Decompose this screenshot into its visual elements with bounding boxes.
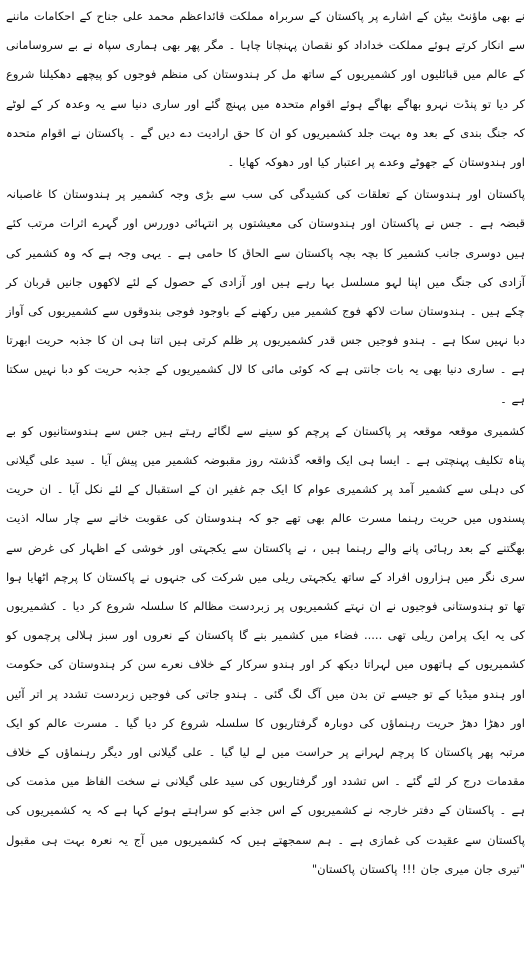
article-paragraph-3: کشمیری موقعہ موقعہ پر پاکستان کے پرچم کو سینے سے لگائے رہتے ہیں جس سے ہندوستانیوں کو بے پناہ تکلیف پہنچتی ہے ۔ ایسا ہی ایک واقعہ گذشتہ روز مقبوضہ کشمیر میں پیش آیا ۔ سید علی گیلانی کی دہلی سے کشمیر آمد پر کشمیری عوام کا ایک جم غفیر ان کے استقبال کے لئے نکل آیا ۔ ان حریت پسندوں میں حریت رہنما مسرت عالم بھی تھے جو کہ ہندوستان کی عقوبت خانے سے چار سالہ اذیت بھگتنے کے بعد رہائی پانے والے رہنما ہیں ، نے پاکستان سے یکجہتی اور خوشی کے اظہار کی غرض سے سری نگر میں ہزاروں افراد کے ساتھ یکجہتی ریلی میں شرکت کی جنہوں نے پاکستان کا پرچم اٹھایا ہوا تھا تو ہندوستانی فوجیوں نے ان نہتے کشمیریوں پر زبردست مظالم کا سلسلہ شروع کر دیا ۔ کشمیریوں کی یہ ایک پرامن ریلی تھی ..... فضاء میں کشمیر بنے گا پاکستان کے نعروں اور سبز ہلالی پرچموں کو کشمیریوں کے ہاتھوں میں لہراتا دیکھ کر اور ہندو سرکار کے خلاف نعرے سن کر ہندوستان کی حکومت اور ہندو میڈیا کے تو جیسے تن بدن میں آگ لگ گئی ۔ ہندو جاتی کی فوجیں زبردست تشدد پر اتر آئیں اور دھڑا دھڑ حریت رہنماؤں کی دوبارہ گرفتاریوں کا سلسلہ شروع کر دیا گیا ۔ مسرت عالم کو ایک مرتبہ پھر پاکستان کا پرچم لہرانے پر حراست میں لے لیا گیا ۔ علی گیلانی اور دیگر رہنماؤں کے خلاف مقدمات درج کر لئے گئے ۔ اس تشدد اور گرفتاریوں کی سید علی گیلانی نے سخت الفاظ میں مذمت کی ہے ۔ پاکستان کے دفتر خارجہ نے کشمیریوں کے اس جذبے کو سراہتے ہوئے کہا ہے کہ یہ کشمیریوں کی پاکستان سے عقیدت کی غمازی ہے ۔ ہم سمجھتے ہیں کہ کشمیریوں میں آج یہ نعرہ بہت ہی مقبول "تیری جان میری جان !!! پاکستان پاکستان" bbox=[6, 423, 525, 876]
article-paragraph-1: نے بھی ماؤنٹ بیٹن کے اشارے پر پاکستان کے سربراہ مملکت قائداعظم محمد علی جناح کے احکامات ماننے سے انکار کرتے ہوئے مملکت خداداد کو نقصان پہنچانا چاہا ۔ مگر پھر بھی ہماری سپاہ نے بے سروسامانی کے عالم میں قبائلیوں اور کشمیریوں کے ساتھ مل کر ہندوستان کی منظم فوجوں کو پیچھے دھکیلنا شروع کر دیا تو پنڈت نہرو بھاگے بھاگے ہوئے اقوام متحدہ میں پہنچ گئے اور ساری دنیا سے یہ وعدہ کر کے لوٹے کہ جنگ بندی کے بعد وہ بہت جلد کشمیریوں کو ان کا حق ارادیت دے دیں گے ۔ پاکستان نے اقوام متحدہ اور ہندوستان کے جھوٹے وعدے پر اعتبار کیا اور دھوکہ کھایا ۔ bbox=[6, 9, 525, 170]
article-paragraph-2: پاکستان اور ہندوستان کے تعلقات کی کشیدگی کی سب سے بڑی وجہ کشمیر پر ہندوستان کا غاصبانہ قبضہ ہے ۔ جس نے پاکستان اور ہندوستان کی معیشتوں پر انتہائی دوررس اور گہرے اثرات مرتب کئے ہیں دوسری جانب کشمیر کا بچہ بچہ پاکستان سے الحاق کا حامی ہے ۔ یہی وجہ ہے کہ وہ کشمیر کی آزادی کی جنگ میں اپنا لہو مسلسل بہا رہے ہیں اور آزادی کے حصول کے لئے لاکھوں جانیں قربان کر چکے ہیں ۔ ہندوستان سات لاکھ فوج کشمیر میں رکھنے کے باوجود فوجی بندوقوں سے کشمیریوں کی آواز دبا نہیں سکا ہے ۔ ہندو فوجیں جس قدر کشمیریوں پر ظلم کرتی ہیں اتنا ہی ان کا جذبہ حریت ابھرتا ہے ۔ ساری دنیا بھی یہ بات جانتی ہے کہ کوئی مائی کا لال کشمیریوں کے جذبہ حریت کو دبا نہیں سکتا ہے ۔ bbox=[6, 187, 525, 406]
